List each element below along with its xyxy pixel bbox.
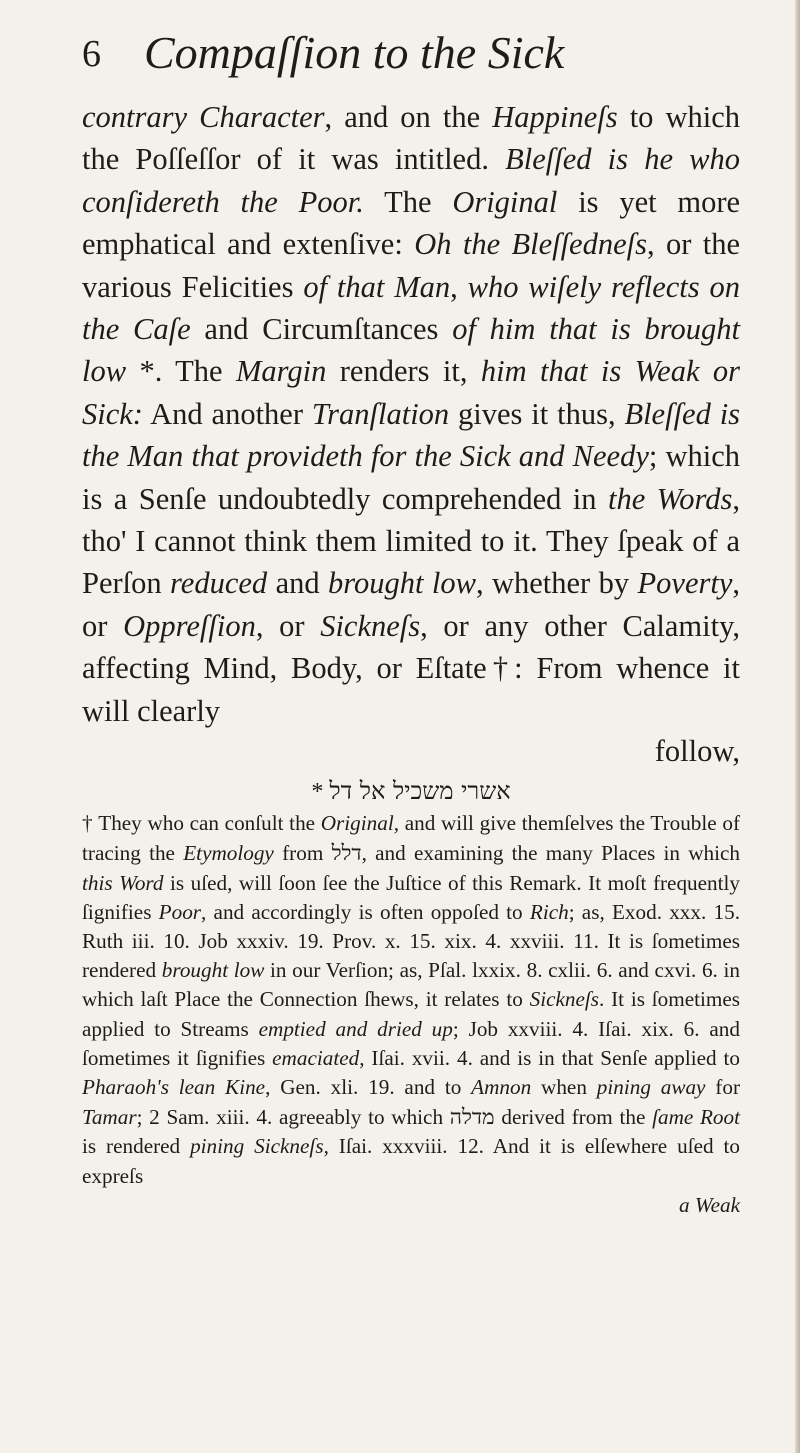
text-span: Amnon [471, 1074, 532, 1099]
scripture-quote: Bleſſed is the Man that provideth for the Sick and Needy [82, 396, 741, 474]
text-span: ; which is a Senſe undoubtedly comprehended in [82, 439, 740, 516]
text-span: , Iſai. xxxviii. 12. And it is elſewhere uſed to expreſs [82, 1134, 740, 1188]
text-span: ſame Root [652, 1105, 741, 1130]
text-span: for [715, 1074, 741, 1099]
text-span: , or [255, 608, 305, 643]
text-span: pining away [596, 1074, 706, 1099]
hebrew-text: אשרי משכיל אל דל [329, 777, 511, 806]
text-span: Rich [529, 899, 569, 924]
text-span: to which the Poſſeſſor of it was intitled. [82, 100, 741, 177]
text-span: Oppreſſion [123, 608, 256, 643]
page-edge-shadow [795, 0, 800, 1453]
text-span: , or the various Felicities [82, 227, 741, 304]
hebrew-text: דלל [331, 840, 362, 866]
text-span: derived from the [501, 1105, 646, 1130]
text-span: , whether by [475, 566, 630, 601]
text-span: The [384, 184, 432, 219]
text-span: , and examining the many Places in which [361, 841, 741, 866]
text-span: Tranſlation [311, 396, 450, 431]
page-number: 6 [82, 33, 101, 75]
text-span: reduced [170, 566, 268, 601]
text-span: Sickneſs [529, 987, 600, 1012]
text-span: renders it, [339, 354, 468, 389]
text-span: , and accordingly is often oppoſed to [201, 899, 523, 924]
text-span: ; as, Exod. xxx. 15. Ruth iii. 10. Job xxxiv. 19. Prov. x. 15. xix. 4. xxviii. 11. It is ſometimes rendered [82, 899, 740, 983]
text-span: , Iſai. xvii. 4. and is in that Senſe applied to [359, 1045, 740, 1070]
text-span: when [541, 1074, 587, 1099]
text-span: † They who can conſult the [82, 811, 316, 836]
text-span: . It is ſometimes applied to Streams [82, 987, 740, 1041]
text-span: is rendered [82, 1134, 181, 1159]
main-paragraph [82, 96, 740, 732]
text-span: , tho' I cannot think them limited to it. They ſpeak of a Perſon [82, 481, 740, 601]
text-span: Character [199, 100, 325, 134]
text-span: contrary [82, 100, 188, 134]
scripture-quote: Bleſſed is he who conſidereth the Poor. [82, 142, 740, 219]
text-span: who wiſely reflects on the Caſe [82, 269, 740, 347]
text-span: , [450, 269, 458, 304]
text-span: Poverty [637, 566, 733, 601]
footnote-catchword: a Weak [679, 1192, 740, 1217]
text-span: , and on the [324, 100, 481, 134]
text-span: Original [452, 184, 558, 219]
text-span: in our Verſion; as, Pſal. lxxix. 8. cxlii. 6. and cxvi. 6. in which laſt Place the Connection ſhews, it relates to [82, 958, 740, 1012]
text-span: pining Sickneſs [190, 1134, 324, 1159]
page-header [82, 18, 740, 96]
text-span: , or any other Calamity, affecting Mind, Body, or Eſtate [82, 608, 740, 686]
footnote-star [82, 774, 740, 809]
text-span: of that Man [303, 269, 451, 304]
text-span: , Gen. xli. 19. and to [265, 1074, 462, 1099]
text-span: of him that is brought low [82, 312, 741, 389]
text-span: Oh the Bleſſedneſs [414, 227, 647, 262]
text-span: Tamar [82, 1105, 137, 1130]
text-span: Original, [320, 811, 400, 836]
text-span: Happineſs [492, 100, 618, 134]
text-span: emptied and dried up [258, 1016, 453, 1041]
text-span: him that is Weak or Sick: [82, 354, 741, 431]
text-span: from [282, 841, 324, 866]
footnote-ref: *. The [139, 354, 223, 389]
text-span: the Words [607, 481, 733, 516]
text-span: and Circumſtances [204, 312, 439, 347]
text-span: And another [150, 396, 303, 431]
text-span: brought low [161, 958, 265, 983]
text-span: Etymology [183, 841, 274, 866]
text-span: Pharaoh's lean Kine [82, 1074, 266, 1099]
running-title: Compaſſion to the Sick [144, 27, 565, 78]
footnote-dagger [82, 809, 740, 1191]
text-span: emaciated [272, 1045, 360, 1070]
text-span: Sickneſs [320, 608, 421, 643]
text-span: Margin [236, 354, 327, 389]
text-span: gives it thus, [458, 396, 616, 431]
footnote-mark: * [311, 779, 324, 806]
text-span: , or [82, 566, 740, 643]
text-span: ; 2 Sam. xiii. 4. agreeably to which [136, 1105, 444, 1130]
text-span: and will give themſelves the Trouble of tracing the [82, 811, 741, 866]
text-span: Poor [158, 899, 202, 924]
footnote-ref: †: From whence it will clearly [82, 651, 741, 728]
text-span: is yet more emphatical and extenſive: [82, 184, 741, 262]
text-span: this Word [82, 870, 164, 895]
catchword: follow, [654, 734, 740, 769]
text-span: is uſed, will ſoon ſee the Juſtice of this Remark. It moſt frequently ſignifies [82, 870, 741, 924]
text-span: brought low [328, 566, 476, 601]
text-span: and [275, 566, 320, 601]
hebrew-text: מדלה [449, 1104, 495, 1130]
text-span: ; Job xxviii. 4. Iſai. xix. 6. and ſometimes it ſignifies [82, 1016, 740, 1070]
